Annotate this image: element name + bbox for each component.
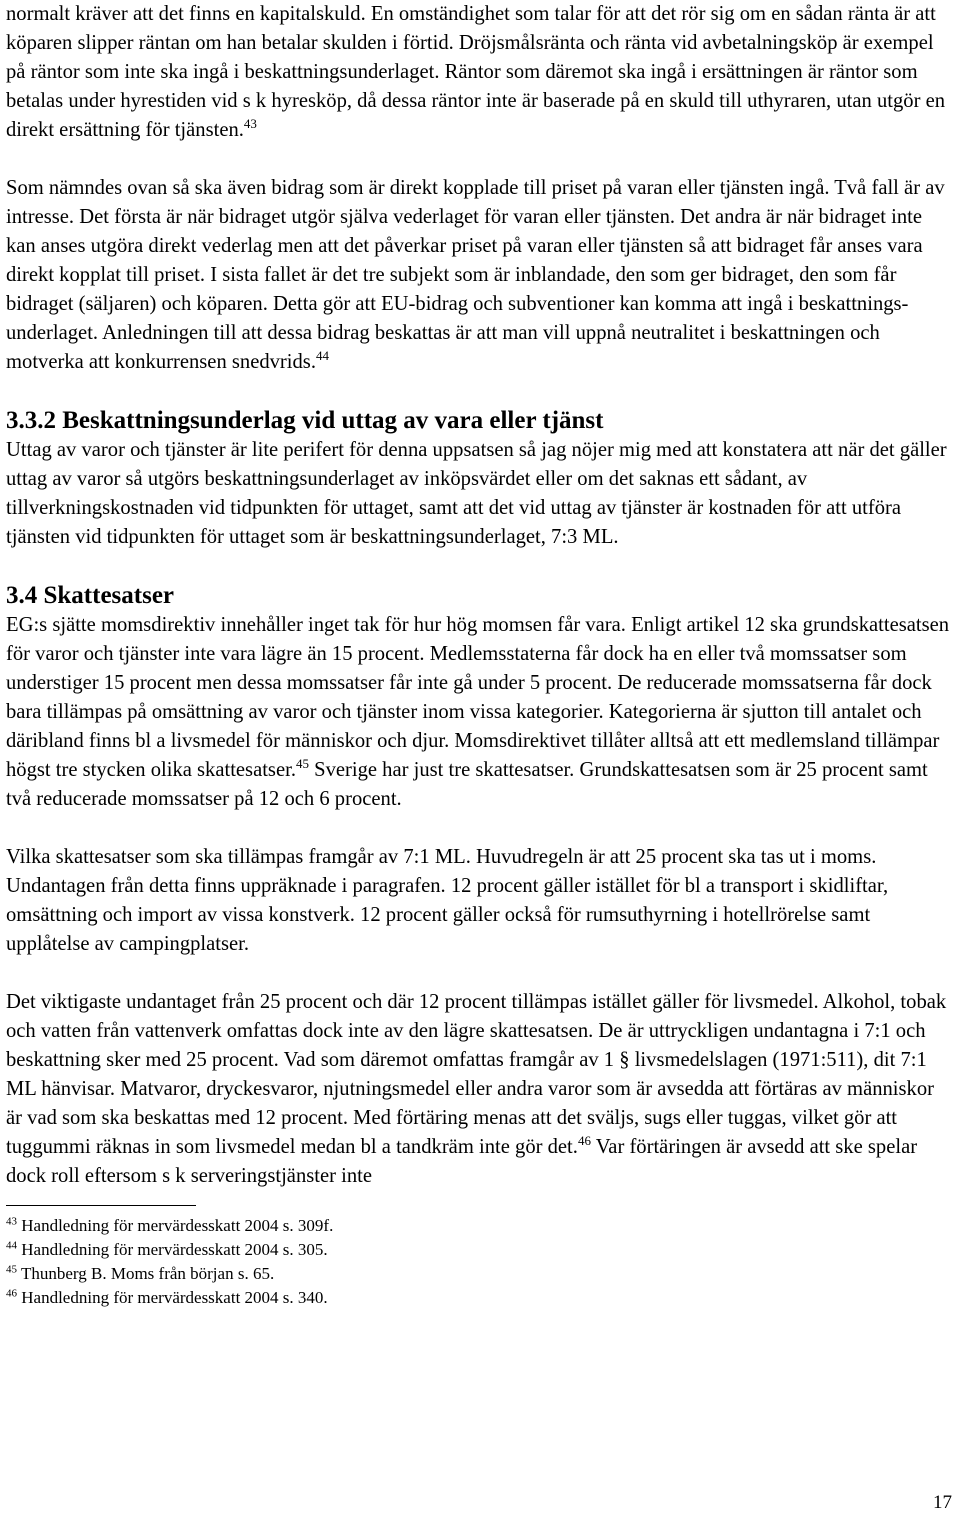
footnote-ref-43[interactable]: 43 [243,116,257,132]
footnote-43 [6,1214,954,1238]
paragraph-subsidies [6,174,954,377]
paragraph-tax-rates [6,611,954,814]
page-number: 17 [933,1492,952,1513]
paragraph-text: Som nämndes ovan så ska även bidrag som är direkt kopplade till priset på varan eller tjänsten ingå. Två fall är av intresse. Det första är när bidraget utgör själva vederlaget för varan eller tjänsten. Det andra är när bidraget inte kan anses utgöra direkt vederlag men att det påverkar priset på varan eller tjänsten så att bidraget får anses vara direkt kopplat till priset. I sista fallet är det tre subjekt som är inblandade, den som ger bidraget, den som får bidraget (säljaren) och köparen. Detta gör att EU-bidrag och subventioner kan komma att ingå i beskattnings-underlaget. Anledningen till att dessa bidrag beskattas är att man vill uppnå neutralitet i beskattningen och motverka att konkurrensen snedvrids. [6,177,945,373]
footnote-45 [6,1262,954,1286]
footnote-text: Handledning för mervärdesskatt 2004 s. 309f. [21,1216,334,1235]
footnote-text: Handledning för mervärdesskatt 2004 s. 305. [21,1240,328,1259]
paragraph-text: Sverige har just tre skattesatser. Grundskattesatsen som är 25 procent samt två reducerade momssatser på 12 och 6 procent. [6,759,928,810]
footnote-46 [6,1286,954,1310]
paragraph-withdrawal: Uttag av varor och tjänster är lite perifert för denna uppsatsen så jag nöjer mig med att konstatera att när det gäller uttag av varor så utgörs beskattningsunderlaget av inköpsvärdet eller om det saknas ett sådant, av tillverkningskostnaden vid tidpunkten för uttaget, samt att det vid uttag av tjänster är kostnaden för att utföra tjänsten vid tidpunkten för uttaget som är beskattningsunderlaget, 7:3 ML. [6,439,947,548]
footnote-text: Handledning för mervärdesskatt 2004 s. 340. [21,1288,328,1307]
paragraph-text: EG:s sjätte momsdirektiv innehåller inget tak för hur hög momsen får vara. Enligt artikel 12 ska grundskattesatsen för varor och tjänster inte vara lägre än 15 procent. Medlemsstaterna får dock ha en eller två momssatser som understiger 15 procent men dessa momssatser får inte gå under 5 procent. De reducerade momssatserna får dock bara tillämpas på omsättning av varor och tjänster inom vissa kategorier. Kategorierna är sjutton till antalet och däribland finns bl a livsmedel för människor och djur. Momsdirektivet tillåter alltså att ett medlemsland tillämpar högst tre stycken olika skattesatser. [6,614,950,781]
footnote-ref-46[interactable]: 46 [577,1133,591,1149]
paragraph-interest [6,0,954,145]
footnote-number: 45 [6,1263,17,1276]
footnote-ref-45[interactable]: 45 [295,756,309,772]
section-heading-3-3-2: 3.3.2 Beskattningsunderlag vid uttag av vara eller tjänst [6,407,604,434]
footnotes [6,1214,954,1310]
paragraph-text: Var förtäringen är avsedd att ske spelar dock roll eftersom s k serveringstjänster inte [6,1136,918,1187]
footnote-ref-44[interactable]: 44 [315,348,329,364]
footnote-44 [6,1238,954,1262]
footnote-number: 44 [6,1239,17,1252]
footnote-divider [6,1205,196,1206]
section-heading-3-4: 3.4 Skattesatser [6,582,175,609]
document-page [6,0,954,1310]
paragraph-text: Det viktigaste undantaget från 25 procent och där 12 procent tillämpas istället gäller för livsmedel. Alkohol, tobak och vatten från vattenverk omfattas dock inte av den lägre skattesatsen. De är uttryckligen undantagna i 7:1 och beskattning sker med 25 procent. Vad som däremot omfattas framgår av 1 § livsmedelslagen (1971:511), dit 7:1 ML hänvisar. Matvaror, dryckesvaror, njutningsmedel eller andra varor som är avsedda att förtäras av människor är vad som ska beskattas med 12 procent. Med förtäring menas att det sväljs, sugs eller tuggas, vilket gör att tuggummi räknas in som livsmedel medan bl a tandkräm inte gör det. [6,991,947,1158]
footnote-text: Thunberg B. Moms från början s. 65. [20,1264,275,1283]
footnote-number: 46 [6,1287,17,1300]
paragraph-foodstuffs [6,988,954,1191]
footnote-number: 43 [6,1215,17,1228]
paragraph-text: normalt kräver att det finns en kapitalskuld. En omständighet som talar för att det rör sig om en sådan ränta är att köparen slipper räntan om han betalar skulden i förtid. Dröjsmålsränta och ränta vid avbetalningsköp är exempel på räntor som inte ska ingå i beskattningsunderlaget. Räntor som däremot ska ingå i ersättningen är räntor som betalas under hyrestiden vid s k hyresköp, då dessa räntor inte är baserade på en skuld till uthyraren, utan utgör en direkt ersättning för tjänsten. [6,3,946,141]
paragraph-rate-rules: Vilka skattesatser som ska tillämpas framgår av 7:1 ML. Huvudregeln är att 25 procent ska tas ut i moms. Undantagen från detta finns uppräknade i paragrafen. 12 procent gäller istället för bl a transport i skidliftar, omsättning och import av vissa konstverk. 12 procent gäller också för rumsuthyrning i hotellrörelse samt upplåtelse av campingplatser. [6,846,889,955]
